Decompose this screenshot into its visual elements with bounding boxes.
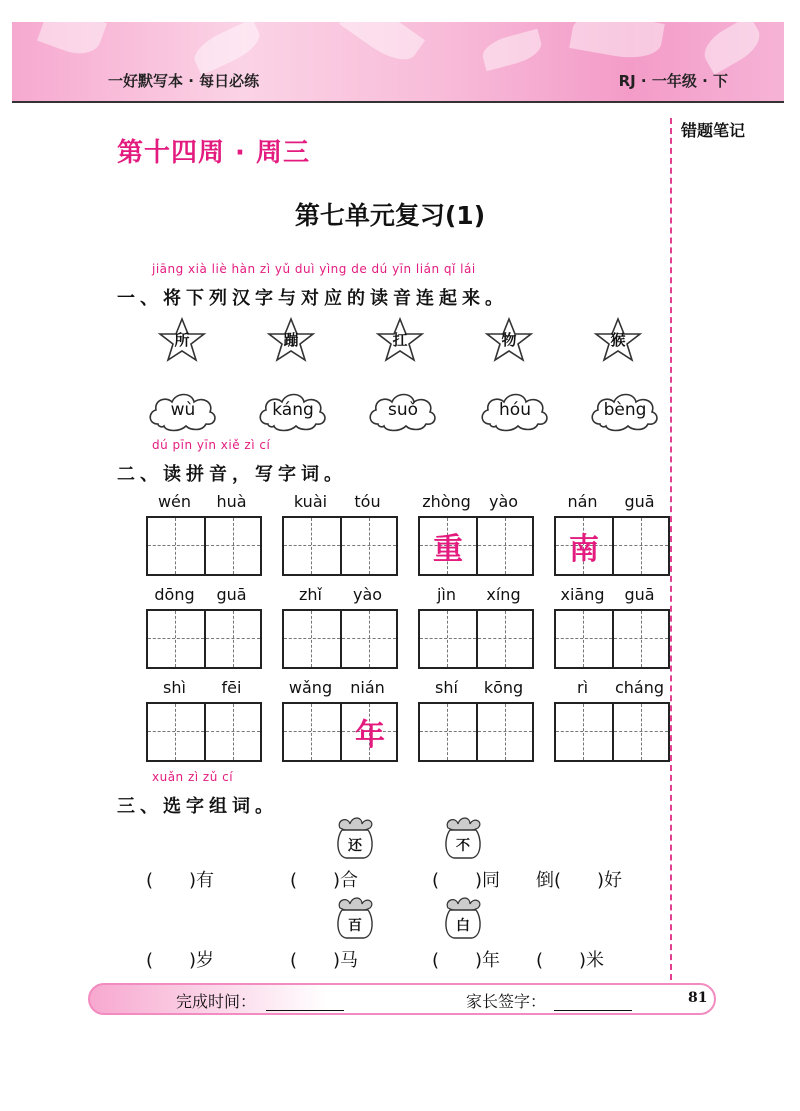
word-box-2-3[interactable]: [418, 585, 532, 607]
star-char-5: [593, 316, 643, 364]
tianzige-pair[interactable]: [418, 702, 534, 762]
tianzige-cell[interactable]: [340, 611, 396, 667]
fill-blank-1-4[interactable]: 倒( )好: [536, 870, 623, 891]
tianzige-pair[interactable]: [146, 702, 262, 762]
fill-blank-1-3[interactable]: ( )同: [432, 870, 501, 891]
tianzige-pair[interactable]: [282, 609, 398, 669]
cloud-reading-label: wù: [170, 400, 196, 420]
tianzige-cell[interactable]: [340, 518, 396, 574]
fill-blank-2-3[interactable]: ( )年: [432, 950, 501, 971]
tianzige-cell[interactable]: [556, 518, 612, 574]
mistake-notes-title: 错题笔记: [681, 121, 746, 140]
choice-bag-1: [332, 816, 378, 860]
header-divider: [12, 101, 784, 103]
syllable: cháng: [614, 678, 665, 697]
word-box-1-4[interactable]: [554, 492, 668, 567]
bag-char-label: 白: [456, 918, 470, 934]
syllable: wǎng: [288, 678, 333, 697]
word-pinyin: [554, 678, 668, 700]
written-character: 年: [355, 718, 385, 753]
bag-char-label: 还: [348, 838, 362, 854]
tianzige-pair[interactable]: [554, 516, 670, 576]
tianzige-cell[interactable]: [148, 518, 204, 574]
cloud-reading-2: [256, 390, 330, 432]
tianzige-cell[interactable]: [476, 611, 532, 667]
star-char-label: 猴: [610, 331, 626, 349]
syllable: guā: [624, 492, 655, 511]
cloud-reading-5: [588, 390, 662, 432]
tianzige-pair[interactable]: [418, 609, 534, 669]
choice-bag-3: [332, 896, 378, 940]
word-pinyin: [418, 492, 532, 514]
syllable: tóu: [354, 492, 381, 511]
cloud-reading-label: suǒ: [387, 400, 419, 420]
fill-blank-2-2[interactable]: ( )马: [290, 950, 359, 971]
word-pinyin: [282, 678, 396, 700]
syllable: zhǐ: [299, 585, 322, 604]
syllable: yào: [488, 492, 519, 511]
tianzige-cell[interactable]: [612, 518, 668, 574]
syllable: yào: [352, 585, 383, 604]
word-pinyin: [146, 492, 260, 514]
word-box-1-1[interactable]: [146, 492, 260, 514]
week-title: 第十四周 · 周三: [117, 138, 310, 168]
fill-blank-1-1[interactable]: ( )有: [146, 870, 215, 891]
syllable: nán: [567, 492, 598, 511]
tianzige-cell[interactable]: [420, 611, 476, 667]
syllable: shí: [435, 678, 458, 697]
word-pinyin: [418, 585, 532, 607]
star-char-1: [157, 316, 207, 364]
tianzige-pair[interactable]: [418, 516, 534, 576]
star-char-label: 物: [501, 331, 517, 349]
tianzige-cell[interactable]: [612, 611, 668, 667]
cloud-reading-label: bèng: [603, 400, 647, 420]
header-series-title: 一好默写本 · 每日必练: [108, 72, 260, 90]
syllable: shì: [163, 678, 186, 697]
tianzige-cell[interactable]: [476, 518, 532, 574]
tianzige-cell[interactable]: [284, 518, 340, 574]
syllable: zhòng: [422, 492, 471, 511]
tianzige-cell[interactable]: [556, 704, 612, 760]
word-pinyin: [282, 492, 396, 514]
tianzige-cell[interactable]: [612, 704, 668, 760]
fill-blank-1-2[interactable]: ( )合: [290, 870, 359, 891]
syllable: xiāng: [560, 585, 605, 604]
word-box-3-3[interactable]: [418, 678, 532, 700]
section3-title: 三、选字组词。: [117, 796, 278, 817]
word-box-1-3[interactable]: [418, 492, 532, 567]
syllable: nián: [350, 678, 385, 697]
cloud-reading-label: hóu: [499, 400, 531, 420]
syllable: kōng: [483, 678, 524, 697]
tianzige-pair[interactable]: [146, 609, 262, 669]
cloud-reading-1: [146, 390, 220, 432]
tianzige-cell[interactable]: [556, 611, 612, 667]
star-char-4: [484, 316, 534, 364]
tianzige-cell[interactable]: [284, 704, 340, 760]
word-box-3-4[interactable]: [554, 678, 668, 700]
star-char-label: 所: [174, 331, 190, 349]
word-box-2-2[interactable]: [282, 585, 396, 607]
parent-signature-field[interactable]: [554, 1010, 632, 1011]
star-char-label: 蹦: [283, 331, 299, 349]
syllable: xíng: [486, 585, 521, 604]
tianzige-pair[interactable]: [554, 609, 670, 669]
word-box-2-1[interactable]: [146, 585, 260, 607]
word-pinyin: [146, 585, 260, 607]
choice-bag-4: [440, 896, 486, 940]
bag-char-label: 百: [348, 918, 362, 934]
cloud-reading-label: káng: [272, 400, 314, 420]
fill-blank-2-1[interactable]: ( )岁: [146, 950, 215, 971]
word-pinyin: [282, 585, 396, 607]
tianzige-cell[interactable]: [204, 611, 260, 667]
cloud-reading-3: [366, 390, 440, 432]
word-box-1-2[interactable]: [282, 492, 396, 514]
word-box-2-4[interactable]: [554, 585, 668, 607]
word-box-3-1[interactable]: [146, 678, 260, 700]
section1-pinyin: jiāng xià liè hàn zì yǔ duì yìng de dú yīn lián qǐ lái: [152, 262, 476, 276]
syllable: kuài: [293, 492, 328, 511]
syllable: jìn: [436, 585, 457, 604]
unit-title: 第七单元复习(1): [294, 201, 486, 230]
section2-pinyin: dú pīn yīn xiě zì cí: [152, 438, 271, 452]
tianzige-pair[interactable]: [146, 516, 262, 576]
word-pinyin: [418, 678, 532, 700]
tianzige-pair[interactable]: [554, 702, 670, 762]
page-number: 81: [688, 990, 708, 1006]
cloud-reading-4: [478, 390, 552, 432]
syllable: guā: [216, 585, 247, 604]
written-character: 重: [433, 532, 463, 567]
syllable: guā: [624, 585, 655, 604]
tianzige-cell[interactable]: [284, 611, 340, 667]
syllable: rì: [576, 678, 589, 697]
tianzige-cell[interactable]: [420, 518, 476, 574]
bag-char-label: 不: [456, 838, 470, 854]
tianzige-cell[interactable]: [148, 611, 204, 667]
tianzige-cell[interactable]: [340, 704, 396, 760]
word-pinyin: [554, 492, 668, 514]
section3-pinyin: xuǎn zì zǔ cí: [152, 770, 234, 784]
tianzige-cell[interactable]: [476, 704, 532, 760]
tianzige-cell[interactable]: [204, 704, 260, 760]
star-char-3: [375, 316, 425, 364]
syllable: dōng: [154, 585, 195, 604]
parent-signature-label: 家长签字：: [466, 992, 547, 1011]
word-pinyin: [146, 678, 260, 700]
star-char-2: [266, 316, 316, 364]
tianzige-pair[interactable]: [282, 516, 398, 576]
choice-bag-2: [440, 816, 486, 860]
tianzige-cell[interactable]: [204, 518, 260, 574]
star-char-label: 扛: [392, 331, 408, 349]
syllable: fēi: [221, 678, 242, 697]
tianzige-pair[interactable]: [282, 702, 398, 762]
syllable: wén: [157, 492, 192, 511]
written-character: 南: [569, 532, 599, 567]
header-grade-label: RJ · 一年级 · 下: [618, 72, 728, 90]
word-pinyin: [554, 585, 668, 607]
syllable: huà: [216, 492, 247, 511]
fill-blank-2-4[interactable]: ( )米: [536, 950, 605, 971]
section1-title: 一、将下列汉字与对应的读音连起来。: [117, 288, 508, 309]
notes-divider: [670, 118, 672, 980]
completion-time-field[interactable]: [266, 1010, 344, 1011]
tianzige-cell[interactable]: [420, 704, 476, 760]
word-box-3-2[interactable]: [282, 678, 396, 753]
tianzige-cell[interactable]: [148, 704, 204, 760]
completion-time-label: 完成时间：: [176, 992, 257, 1011]
section2-title: 二、读拼音，写字词。: [117, 464, 347, 485]
